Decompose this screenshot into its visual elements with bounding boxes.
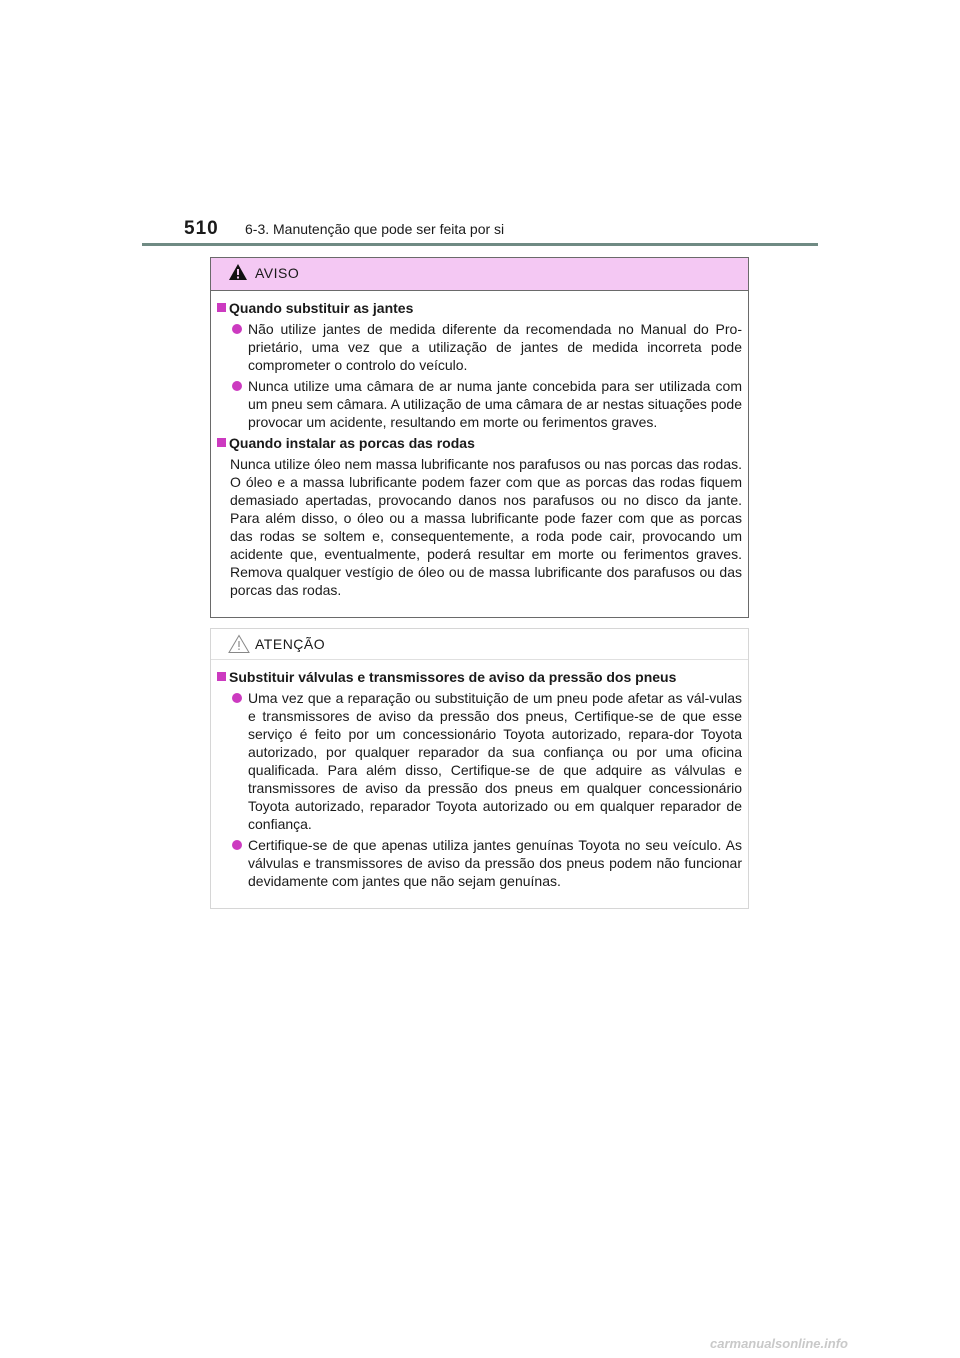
warning-heading-2-text: Quando instalar as porcas das rodas xyxy=(229,435,475,451)
warning-bullet-2 xyxy=(217,377,742,431)
round-bullet-icon xyxy=(232,324,242,334)
caution-heading-text: Substituir válvulas e transmissores de aviso da pressão dos pneus xyxy=(229,669,677,685)
section-title: 6-3. Manutenção que pode ser feita por si xyxy=(245,221,505,237)
warning-box xyxy=(210,257,749,618)
caution-bullet-1 xyxy=(217,689,742,833)
watermark: carmanualsonline.info xyxy=(710,1336,848,1351)
round-bullet-icon xyxy=(232,693,242,703)
caution-bullet-1-text: Uma vez que a reparação ou substituição de um pneu pode afetar as vál-vulas e transmissores de aviso da pressão dos pneus, Certifique-se de que esse serviço é feito por um concessionário Toyota autorizado, repara-dor Toyota autorizado, por qualquer reparador da sua confiança ou por uma oficina qualificada. Para além disso, Certifique-se de que adquire as válvulas e transmissores de aviso da pressão dos pneus em qualquer concessionário Toyota autorizado, reparador Toyota autorizado ou em qualquer reparador de confiança. xyxy=(248,690,742,832)
square-bullet-icon xyxy=(217,672,226,681)
warning-paragraph: Nunca utilize óleo nem massa lubrificante nos parafusos ou nas porcas das rodas. O óleo e a massa lubrificante podem fazer com que as porcas das rodas fiquem demasiado apertadas, provocando danos nos parafusos ou no disco da jante. Para além disso, o óleo ou a massa lubrificante pode fazer com que as porcas das rodas se soltem e, consequentemente, a roda pode cair, provocando um acidente que, eventualmente, poderá resultar em morte ou ferimentos graves. Remova qualquer vestígio de óleo ou de massa lubrificante dos parafusos ou das porcas das rodas. xyxy=(230,456,742,598)
warning-heading-jantes xyxy=(217,299,742,317)
round-bullet-icon xyxy=(232,381,242,391)
warning-bullet-1-text: Não utilize jantes de medida diferente da recomendada no Manual do Pro-prietário, uma vez que a utilização de jantes de medida incorreta pode comprometer o controlo do veículo. xyxy=(248,321,742,373)
page-number: 510 xyxy=(184,218,219,239)
warning-bullet-1 xyxy=(217,320,742,374)
warning-body xyxy=(211,291,748,599)
warning-title: AVISO xyxy=(255,265,300,281)
warning-box-header xyxy=(211,258,748,291)
square-bullet-icon xyxy=(217,303,226,312)
warning-heading-text: Quando substituir as jantes xyxy=(229,300,414,316)
header-rule xyxy=(142,243,818,246)
warning-triangle-outline-icon xyxy=(228,634,250,659)
warning-bullet-2-text: Nunca utilize uma câmara de ar numa jante concebida para ser utilizada com um pneu sem câmara. A utilização de uma câmara de ar nestas situações pode provocar um acidente, resultando em morte ou ferimentos graves. xyxy=(248,378,742,430)
round-bullet-icon xyxy=(232,840,242,850)
caution-body xyxy=(211,660,748,890)
warning-triangle-filled-icon xyxy=(228,263,248,286)
caution-title: ATENÇÃO xyxy=(255,636,326,652)
square-bullet-icon xyxy=(217,438,226,447)
caution-bullet-2-text: Certifique-se de que apenas utiliza jantes genuínas Toyota no seu veículo. As válvulas e transmissores de aviso da pressão dos pneus podem não funcionar devidamente com jantes que não sejam genuínas. xyxy=(248,837,742,889)
page-header xyxy=(184,218,824,242)
caution-box-header xyxy=(211,629,748,660)
warning-heading-porcas xyxy=(217,434,742,452)
caution-heading xyxy=(217,668,742,686)
caution-box xyxy=(210,628,749,909)
caution-bullet-2 xyxy=(217,836,742,890)
